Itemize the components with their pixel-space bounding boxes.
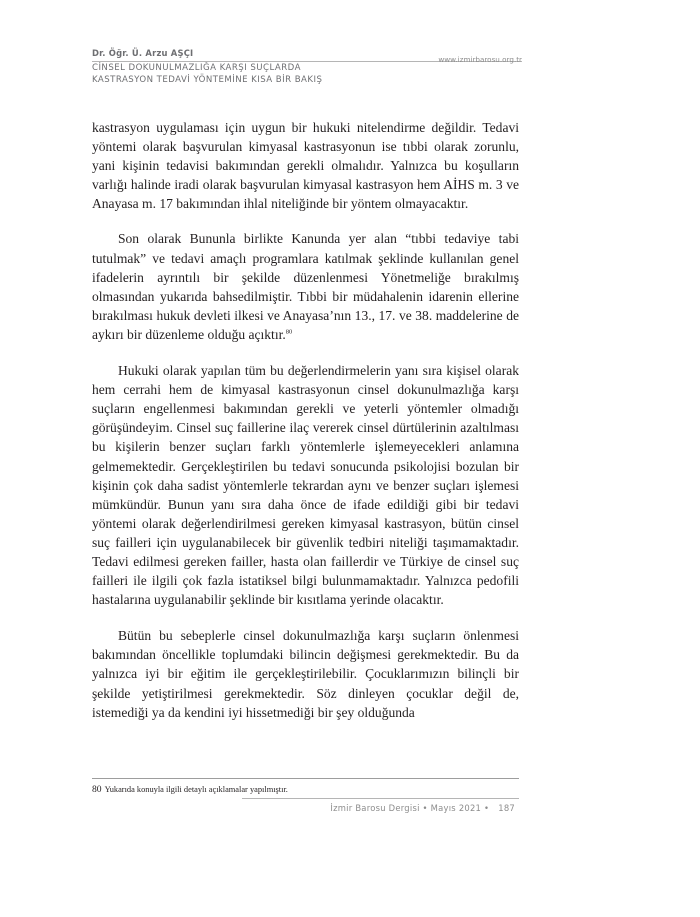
body-text: [92, 118, 519, 722]
paragraph-4: Bütün bu sebeplerle cinsel dokunulmazlığa karşı suçların önlenmesi bakımından öncellikle toplumdaki bilincin değişmesi gerekmektedir. Bu da yalnızca iyi bir eğitim ile gerçekleştirilebilir. Çocuklarımızın bilinçli bir şekilde yetiştirilmesi gerekmektedir. Söz dinleyen çocuklar değil de, istemediği ya da kendini iyi hissetmediği bir şey olduğunda: [92, 628, 519, 720]
paragraph-2: [92, 229, 519, 344]
footnote-rule: [92, 778, 519, 779]
footer-rule: [242, 798, 519, 799]
footer-text: [330, 803, 515, 813]
paragraph-1: kastrasyon uygulaması için uygun bir hukuki nitelendirme değildir. Tedavi yöntemi olarak başvurulan kimyasal kastrasyonun ise tıbbi olarak zorunlu, yani kişinin tedavisi bakımından gerekli olmalıdır. Yalnızca bu koşulların varlığı halinde iradi olarak başvurulan kimyasal kastrasyon hem AİHS m. 3 ve Anayasa m. 17 bakımından ihlal niteliğinde bir yöntem olmayacaktır.: [92, 120, 519, 212]
journal-name: İzmir Barosu Dergisi • Mayıs 2021 •: [330, 803, 490, 813]
article-title-line-1: CİNSEL DOKUNULMAZLIĞA KARŞI SUÇLARDA: [92, 63, 301, 73]
page-number: 187: [498, 803, 515, 813]
author-name: Dr. Öğr. Ü. Arzu AŞÇI: [92, 48, 194, 58]
page-footer: [92, 796, 519, 816]
footnote-text: Yukarıda konuyla ilgili detaylı açıklamalar yapılmıştır.: [104, 785, 288, 794]
footnote-reference: 80: [285, 328, 293, 336]
article-title-line-2: KASTRASYON TEDAVİ YÖNTEMİNE KISA BİR BAKIŞ: [92, 75, 323, 85]
paragraph-3: Hukuki olarak yapılan tüm bu değerlendirmelerin yanı sıra kişisel olarak hem cerrahi hem de kimyasal kastrasyonun cinsel dokunulmazlığa karşı suçların engellenmesi bakımından gerekli ve yeterli yöntemler olmadığı görüşündeyim. Cinsel suç faillerine ilaç vererek cinsel dürtülerinin azaltılması bu kişilerin benzer suçları farklı yöntemlerle işlemeyecekleri anlamına gelmemektedir. Gerçekleştirilen bu tedavi sonucunda psikolojisi bozulan bir kişinin çok daha sadist yöntemlerle tekrardan aynı ve benzer suçları işlemesi mümkündür. Bunun yanı sıra daha önce de ifade edildiği gibi bir tedavi yöntemi olarak değerlendirilmesi gereken kimyasal kastrasyon, bütün cinsel suç failleri için uygulanabilecek bir güvenlik tedbiri niteliği taşımamaktadır. Tedavi edilmesi gereken failler, hasta olan faillerdir ve Türkiye de cinsel suç failleri ile ilgili çok fazla istatiksel bilgi bulunmamaktadır. Yalnızca pedofili hastalarına uygulanabilir şeklinde bir kısıtlama yerinde olacaktır.: [92, 363, 519, 608]
footnote-number: 80: [92, 784, 102, 795]
paragraph-2-text: Son olarak Bununla birlikte Kanunda yer alan “tıbbi tedaviye tabi tutulmak” ve tedavi amaçlı programlara katılmak şeklinde kullanılan genel ifadelerin ayrıntılı bir şekilde düzenlenmesi Yönetmeliğe bırakılmış olmasından yukarıda bahsedilmiştir. Tıbbi bir müdahalenin idarenin ellerine bırakılması hukuk devleti ilkesi ve Anayasa’nın 13., 17. ve 38. maddelerine de aykırı bir düzenleme olduğu açıktır.: [92, 231, 519, 342]
journal-website: www.izmirbarosu.org.tr: [438, 55, 522, 64]
footnote: [92, 784, 519, 795]
running-header: [92, 48, 522, 86]
